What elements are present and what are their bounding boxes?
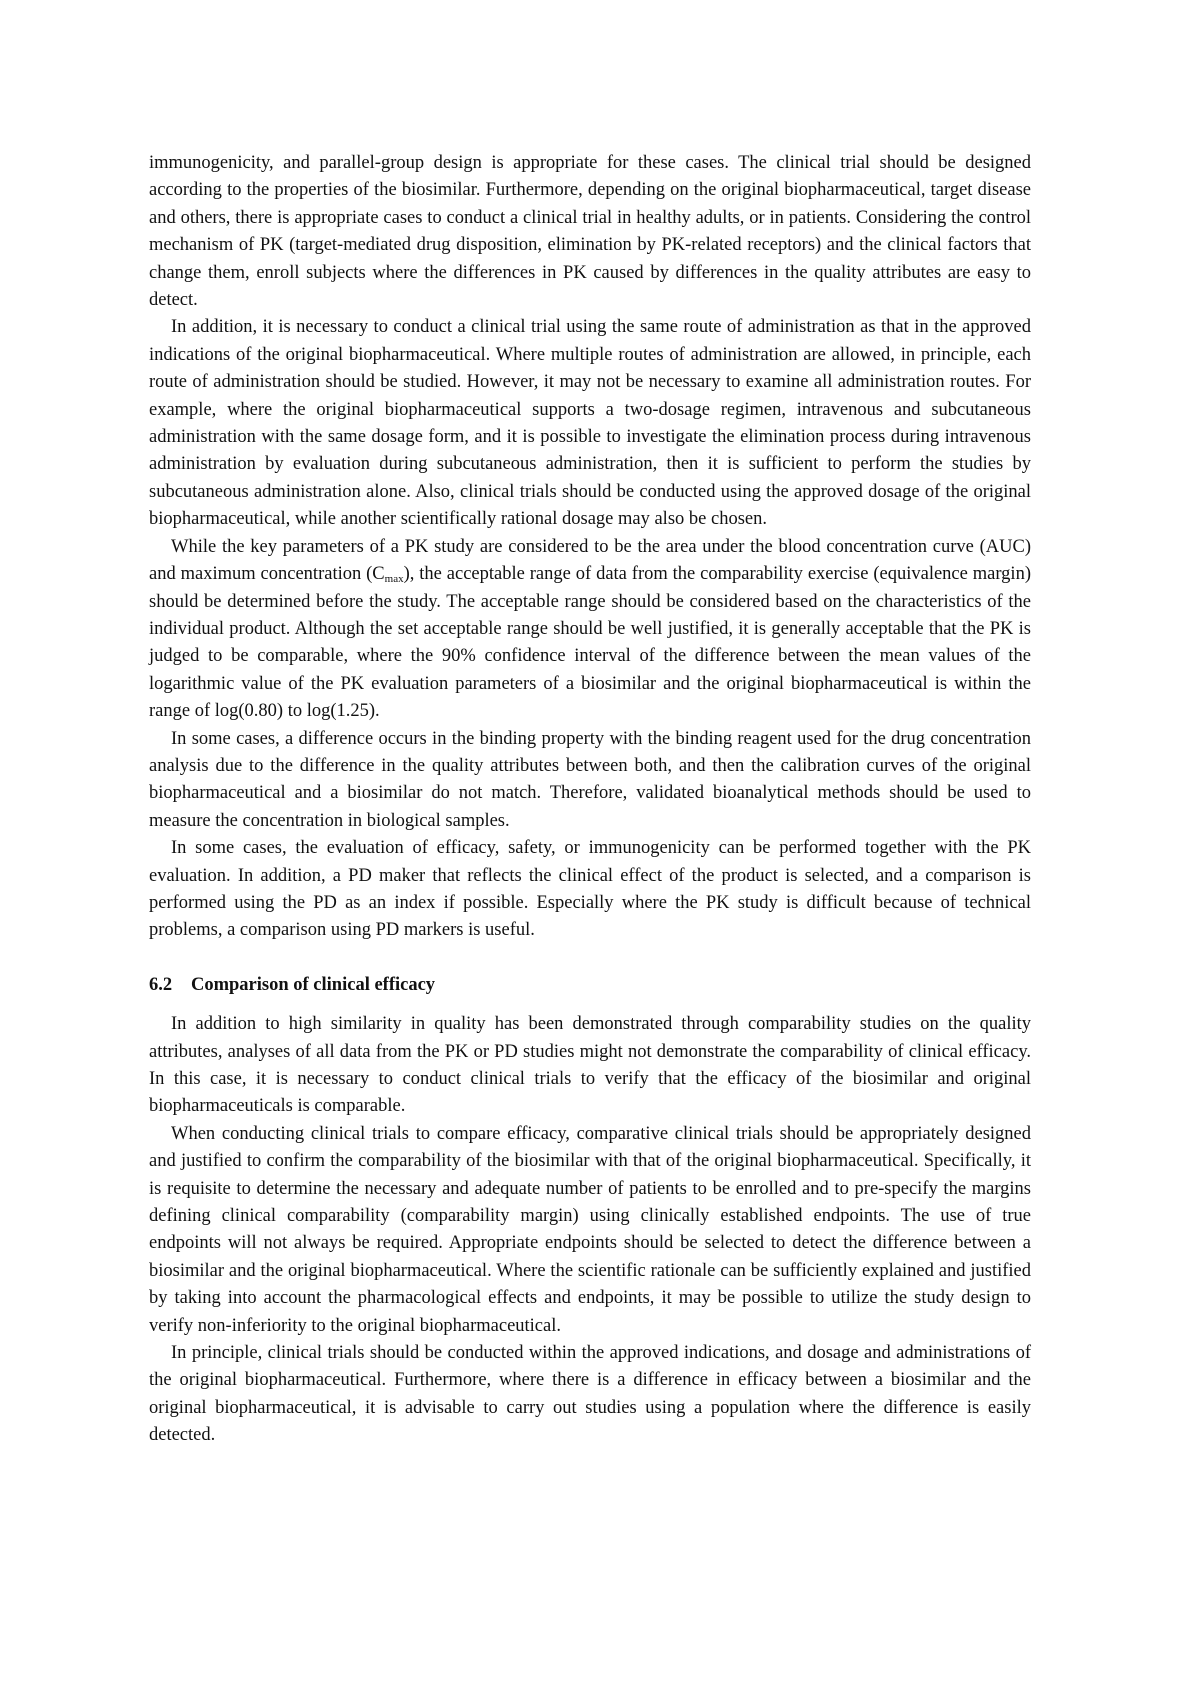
- section-number: 6.2: [149, 974, 173, 995]
- pk-text-part2: ), the acceptable range of data from the comparability exercise (equivalence margin) should be determined before the study. The acceptable range should be considered based on the characteristics of the individual product. Although the set acceptable range should be well justified, it is generally acceptable that the PK is judged to be comparable, where the 90% confidence interval of the difference between the mean values of the logarithmic value of the PK evaluation parameters of a biosimilar and the original biopharmaceutical is within the range of log(0.80) to log(1.25).: [149, 564, 1031, 722]
- paragraph-pk-parameters: [149, 534, 1031, 726]
- section-title: Comparison of clinical efficacy: [191, 974, 436, 995]
- cmax-subscript: max: [384, 573, 404, 586]
- paragraph-route-of-administration: In addition, it is necessary to conduct a clinical trial using the same route of administration as that in the approved indications of the original biopharmaceutical. Where multiple routes of administration are allowed, in principle, each route of administration should be studied. However, it may not be necessary to examine all administration routes. For example, where the original biopharmaceutical supports a two-dosage regimen, intravenous and subcutaneous administration with the same dosage form, and it is possible to investigate the elimination process during intravenous administration by evaluation during subcutaneous administration, then it is sufficient to perform the studies by subcutaneous administration alone. Also, clinical trials should be conducted using the approved dosage of the original biopharmaceutical, while another scientifically rational dosage may also be chosen.: [149, 317, 1031, 530]
- paragraph-trial-design: When conducting clinical trials to compare efficacy, comparative clinical trials should be appropriately designed and justified to confirm the comparability of the biosimilar with that of the original biopharmaceutical. Specifically, it is requisite to determine the necessary and adequate number of patients to be enrolled and to pre-specify the margins defining clinical comparability (comparability margin) using clinically established endpoints. The use of true endpoints will not always be required. Appropriate endpoints should be selected to detect the difference between a biosimilar and the original biopharmaceutical. Where the scientific rationale can be sufficiently explained and justified by taking into account the pharmacological effects and endpoints, it may be possible to utilize the study design to verify non-inferiority to the original biopharmaceutical.: [149, 1123, 1031, 1336]
- paragraph-approved-indications: In principle, clinical trials should be conducted within the approved indications, and dosage and administrations of the original biopharmaceutical. Furthermore, where there is a difference in efficacy between a biosimilar and the original biopharmaceutical, it is advisable to carry out studies using a population where the difference is easily detected.: [149, 1343, 1031, 1446]
- section-heading-6-2: [149, 972, 1031, 999]
- paragraph-clinical-efficacy-intro: In addition to high similarity in quality has been demonstrated through comparability studies on the quality attributes, analyses of all data from the PK or PD studies might not demonstrate the comparability of clinical efficacy. In this case, it is necessary to conduct clinical trials to verify that the efficacy of the biosimilar and original biopharmaceuticals is comparable.: [149, 1014, 1031, 1117]
- paragraph-immunogenicity-design: immunogenicity, and parallel-group design is appropriate for these cases. The clinical trial should be designed according to the properties of the biosimilar. Furthermore, depending on the original biopharmaceutical, target disease and others, there is appropriate cases to conduct a clinical trial in healthy adults, or in patients. Considering the control mechanism of PK (target-mediated drug disposition, elimination by PK-related receptors) and the clinical factors that change them, enroll subjects where the differences in PK caused by differences in the quality attributes are easy to detect.: [149, 153, 1031, 311]
- paragraph-binding-property: In some cases, a difference occurs in the binding property with the binding reagent used for the drug concentration analysis due to the difference in the quality attributes between both, and then the calibration curves of the original biopharmaceutical and a biosimilar do not match. Therefore, validated bioanalytical methods should be used to measure the concentration in biological samples.: [149, 728, 1031, 831]
- pk-text-part1: While the key parameters of a PK study are considered to be the area under the blood concentration curve (AUC) and maximum concentration (C: [149, 536, 1031, 585]
- document-page: [149, 150, 1031, 1450]
- paragraph-pd-marker: In some cases, the evaluation of efficacy, safety, or immunogenicity can be performed together with the PK evaluation. In addition, a PD maker that reflects the clinical effect of the product is selected, and a comparison is performed using the PD as an index if possible. Especially where the PK study is difficult because of technical problems, a comparison using PD markers is useful.: [149, 838, 1031, 941]
